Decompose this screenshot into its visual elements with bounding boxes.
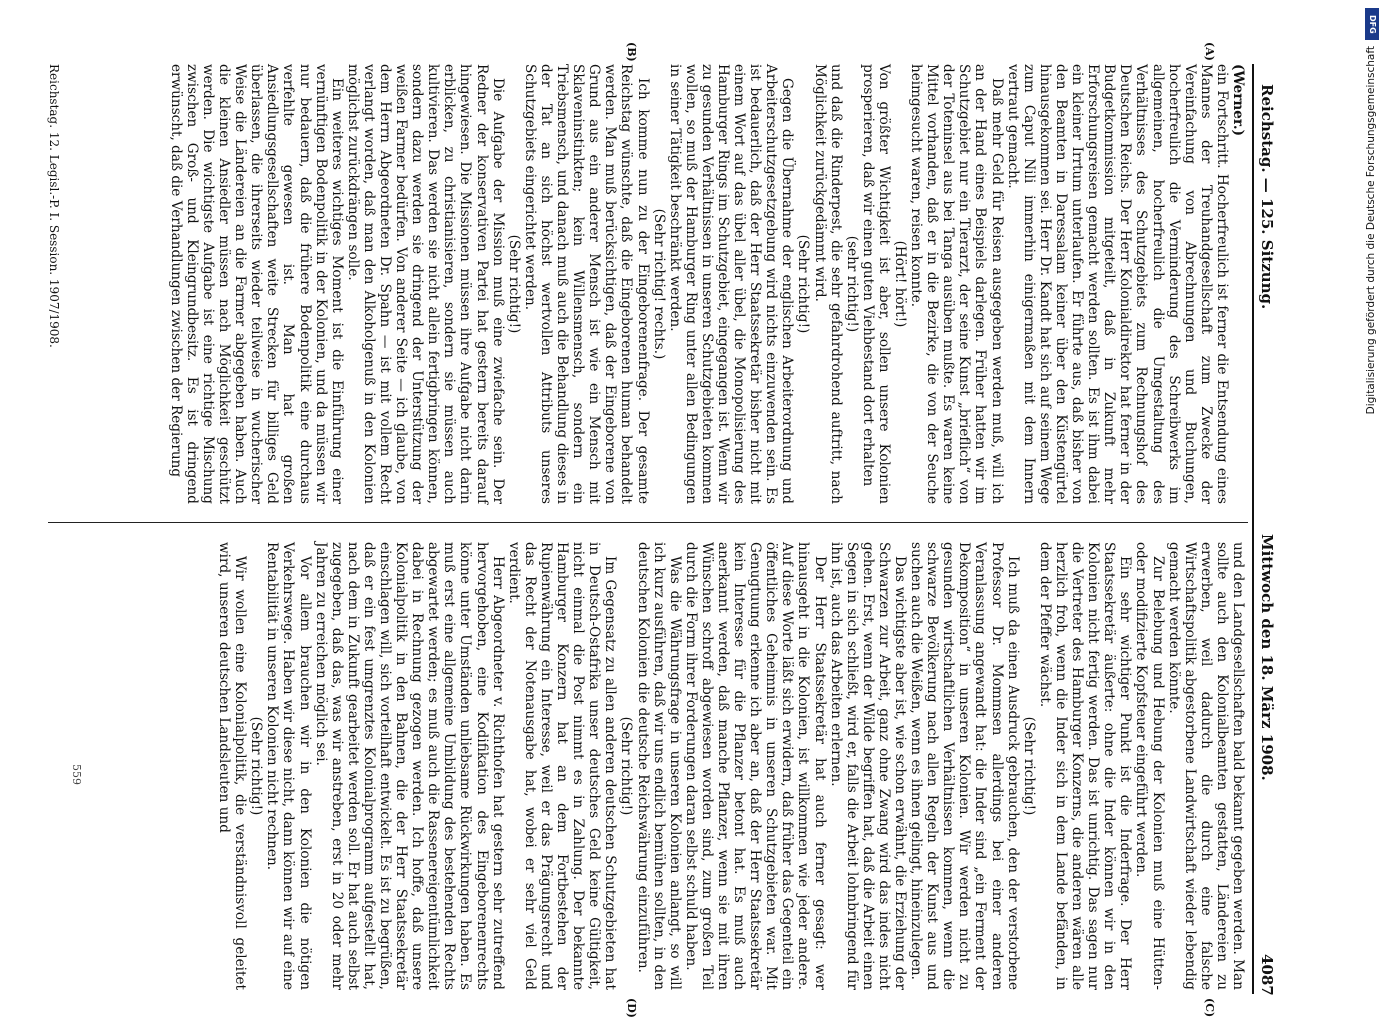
speaker-name: (Werner.) [1230, 64, 1246, 137]
paragraph: Im Gegensatz zu allen anderen deutschen Schutzgebieten hat in Deutsch-Ostafrika unser deutsches Geld keine Gültigkeit, nicht einmal die Post nimmt es in Zahlung. Der bekannte Hamburger Konzern hat an dem Fortbestehen der Rupienwährung ein Interesse, weil er das Prägungsrecht und das Recht der Notenausgabe hat, wobei er sehr viel Geld verdient. [505, 542, 619, 990]
page-header [1252, 64, 1278, 994]
rotated-page-content [40, 42, 1278, 1018]
paragraph: Vor allem brauchen wir in den Kolonien die nötigen Verkehrswege. Haben wir diese nicht, dann können wir auf eine Rentabilität in unseren Kolonien nicht rechnen. [264, 542, 313, 990]
paragraph: Von größter Wichtigkeit ist aber, sollen unsere Kolonien prosperieren, daß wir einen guten Viehbestand dort erhalten [859, 64, 892, 504]
interjection: (Sehr richtig!) [795, 234, 812, 334]
paragraph: und den Landgesellschaften bald bekannt gegeben werden. Man sollte auch den Kolonialbeamten gestatten, Ländereien zu erwerben, weil dadurch die durch eine falsche Wirtschaftspolitik abgestorbene Landwirtschaft wieder lebendig gemacht werden könnte. [1165, 542, 1246, 990]
paragraph: Ich komme nun zu der Eingeborenenfrage. Der gesamte Reichstag wünschte, daß die Eingeborenen human behandelt werden. Man muß berücksichtigen, daß der Eingeborene von Grund aus ein anderer Mensch ist wie ein Mensch mit Sklaveninstinkten; kein Willensmensch, sondern ein Triebsmensch, und danach muß auch die Behandlung dieses in der Tat an sich höchst wertvollen Attributs unseres Schutzgebiets eingerichtet werden. [521, 64, 651, 504]
bottom-page-number: 559 [70, 764, 83, 785]
margin-letter-d: (D) [625, 998, 638, 1018]
header-date: Mittwoch den 18. März 1908. [1258, 534, 1276, 781]
margin-letter-b: (B) [625, 42, 638, 62]
paragraph: Die Aufgabe der Mission muß eine zwiefache sein. Der Redner der konservativen Partei hat gestern bereits darauf hingewiesen. Die Missionen müssen ihre Aufgabe nicht darin erblicken, zu christianisieren, sondern sie müssen auch kultivieren. Das werden sie nicht allein fertigbringen können, sondern dazu werden sie dringend der Unterstützung der weißen Farmer bedürfen. Von anderer Seite — ich glaube, von dem Herrn Abgeordneten Dr. Spahn — ist mit vollem Recht verlangt worden, daß man den Alkoholgenuß in den Kolonien möglichst zurückdrängen solle. [344, 64, 506, 504]
interjection: (Sehr richtig!) [1020, 716, 1037, 816]
paragraph: Ich muß da einen Ausdruck gebrauchen, den der verstorbene Professor Dr. Mommsen allerdings bei einer anderen Veranlassung angewandt hat: die Inder sind „ein Ferment der Dekomposition“ in unseren Kolonien. Wir werden nicht zu gesunden wirtschaftlichen Verhältnissen kommen, wenn die schwarze Bevölkerung nach allen Regeln der Kunst aus und suchen auch die Weißen, wenn es ihnen gelingt, hineinzulegen. [908, 542, 1021, 990]
paragraph: Herr Abgeordneter v. Richthofen hat gestern sehr zutreffend hervorgehoben, eine Kodifikation des Eingeborenenrechts könne unter Umständen unliebsame Rückwirkungen haben. Es muß erst eine allgemeine Umbildung des bestehenden Rechts abgewartet werden; es muß auch die Rassenereigentümlichkeit dabei in Rechnung gezogen werden. Ich hoffe, daß unsere Kolonialpolitik in den Bahnen, die der Herr Staatssekretär einschlagen will, sich vorteilhaft entwickelt. Es ist zu begrüßen, daß er ein fest umgrenztes Kolonialprogramm aufgestellt hat, nach dem in Zukunft gearbeitet werden soll. Er hat auch selbst zugegeben, daß das, was wir anstreben, erst in 20 oder mehr Jahren zu erreichen möglich sei. [312, 542, 506, 990]
interjection: (Hört! hört!) [892, 240, 909, 328]
left-column [47, 64, 1246, 504]
paragraph: Das wichtigste aber ist, wie schon erwähnt, die Erziehung der Schwarzen zur Arbeit, ganz ohne Zwang wird das indes nicht gehen. Erst, wenn der Wilde begriffen hat, daß die Arbeit einen Segen in sich schließt, wird er, falls die Arbeit lohnbringend für ihn ist, auch das Arbeiten erlernen. [827, 542, 909, 990]
interjection: (Sehr richtig!) [248, 716, 265, 816]
paragraph: Ein sehr wichtiger Punkt ist die Inderfrage. Der Herr Staatssekretär äußerte: ohne die Inder können wir in den Kolonien nicht fertig werden. Das ist unrichtig. Das sagen nur die Vertreter des Hamburger Konzerns, die anderen wären alle herzlich froh, wenn die Inder sich in dem Lande befänden, in dem der Pfeffer wächst. [1036, 542, 1134, 990]
column-divider [48, 522, 1248, 523]
interjection: (sehr richtig!) [843, 235, 860, 333]
page-footer: Reichstag. 12. Legisl.-P. I. Session. 1907/1908. [47, 64, 61, 348]
paragraph: Daß mehr Geld für Reisen ausgegeben werden muß, will ich an der Hand eines Beispiels darlegen. Früher hatten wir im Schutzgebiet nur ein Tierarzt, der seine Kunst „brieflich“ von der Toteninsel aus bei Tanga ausüben mußte. Es waren keine Mittel vorhanden, daß er in die Bezirke, die von der Seuche heimgesucht waren, reisen konnte. [908, 64, 1005, 504]
header-session: Reichstag. — 125. Sitzung. [1258, 84, 1276, 310]
paragraph: Was die Währungsfrage in unseren Kolonien anlangt, so will ich kurz ausführen, daß wir uns endlich bemühen sollten, in den deutschen Kolonien die deutsche Reichswährung einzuführen. [634, 542, 683, 990]
right-column [51, 542, 1246, 990]
paragraph: und daß die Rinderpest, die sehr gefahrdrohend auftritt, nach Möglichkeit zurückgedämmt wird. [811, 64, 844, 504]
header-page-number: 4087 [1258, 954, 1276, 996]
paragraph: Der Herr Staatssekretär hat auch ferner gesagt: wer hinausgeht in die Kolonien, ist willkommen wie jeder andere. Auf diese Worte läßt sich erwidern, daß früher das Gegenteil ein öffentliches Geheimnis in unseren Schutzgebieten war. Mit Genugtuung erkenne ich aber an, daß der Herr Staatssekretär kein Interesse für die Pflanzer betont hat. Es muß auch anerkannt werden, daß manche Pflanzer, wenn sie mit ihren Wünschen schroff abgewiesen worden sind, zum großen Teil durch die Form ihrer Forderungen daran selbst schuld haben. [682, 542, 828, 990]
interjection: (Sehr richtig!) [618, 716, 635, 816]
margin-letter-a: (A) [1203, 42, 1216, 61]
paragraph: Gegen die Übernahme der englischen Arbeiterordnung und Arbeiterschutzgesetzgebung wird nichts einzuwenden sein. Es ist bedauerlich, daß der Herr Staatssekretär bisher nicht mit einem Wort auf das übel aller übel, die Monopolisierung des Hamburger Rings im Schutzgebiet, eingegangen ist. Wenn wir zu gesunden Verhältnissen in unseren Schutzgebieten kommen wollen, so muß der Hamburger Ring unter allen Bedingungen in seiner Tätigkeit beschränkt werden. [666, 64, 796, 504]
interjection: (Sehr richtig!) [505, 234, 522, 334]
paragraph: ein Fortschritt. Hocherfreulich ist ferner die Entsendung eines Mannes der Treuhandgesellschaft zum Zwecke der Vereinfachung von Abrechnungen und Buchungen, hocherfreulich die Verminderung des Schreibwerks im allgemeinen, hocherfreulich die Umgestaltung des Verhältnisses des Schutzgebiets zum Rechnungshof des Deutschen Reichs. Der Herr Kolonialdirektor hat ferner in der Budgetkommission mitgeteilt, daß in Zukunft mehr Erforschungsreisen gemacht werden sollten. Es ist ihm dabei ein kleiner Irrtum unterlaufen. Er führte aus, daß bisher von den Beamten in Daressalam keiner über den Küstengürtel hinausgekommen sei. Herr Dr. Kandt hat sich auf seinem Wege zum Caput Nili immerhin einigermaßen mit dem Innern vertraut gemacht. [1004, 64, 1230, 504]
paragraph: Ein weiteres wichtiges Moment ist die Einführung einer vernünftigen Bodenpolitik in der Kolonien, und da müssen wir nur bedauern, daß die frühere Bodenpolitik eine durchaus verfehlte gewesen ist. Man hat großen Ansiedlungsgesellschaften weite Strecken für billiges Geld überlassen, die ihrerseits wieder teilweise in wucherischer Weise die Ländereien an die Farmer abgegeben haben. Auch die kleinen Ansiedler müssen nach Möglichkeit geschützt werden. Die wichtigste Aufgabe ist eine richtige Mischung zwischen Groß- und Kleingrundbesitz. Es ist dringend erwünscht, daß die Verhandlungen zwischen der Regierung [167, 64, 345, 504]
dfg-credit-text: Digitalisierung gefördert durch die Deutsche Forschungsgemeinschaft [1365, 46, 1377, 415]
paragraph: Zur Belebung und Hebung der Kolonien muß eine Hütten- oder modifizierte Kopfsteuer eingeführt werden. [1133, 542, 1166, 990]
scanned-page [40, 42, 1310, 1018]
paragraph: Wir wollen eine Kolonialpolitik, die verständnisvoll geleitet wird, unseren deutschen Landsleuten und [216, 542, 249, 990]
margin-letter-c: (C) [1203, 998, 1216, 1018]
interjection: (Sehr richtig! rechts.) [650, 208, 667, 360]
dfg-logo: DFG [1365, 8, 1379, 40]
